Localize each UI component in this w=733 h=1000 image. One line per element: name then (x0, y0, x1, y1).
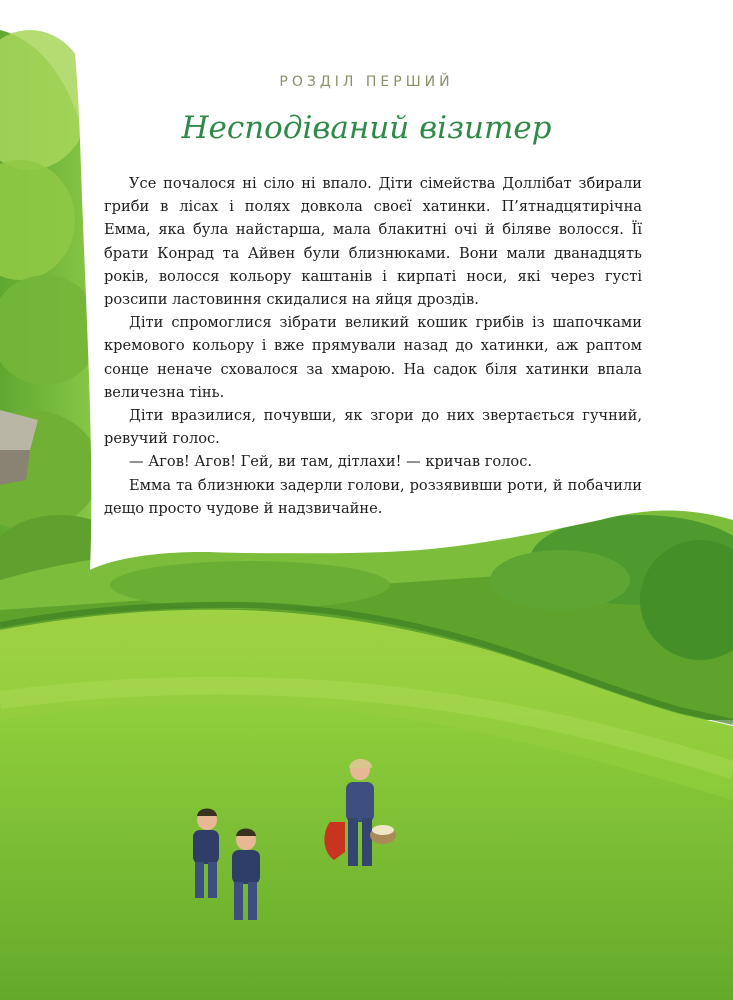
paragraph: Діти спромоглися зібрати великий кошик грибів із шапочками кремового кольору і вже прямували назад до хатинки, аж раптом сонце неначе сховалося за хмарою. На садок біля хатинки впала величезна тінь. (104, 314, 642, 401)
paragraph: — Агов! Агов! Гей, ви там, дітлахи! — кричав голос. (129, 453, 533, 471)
paragraph: Усе почалося ні сіло ні впало. Діти сімейства Доллібат збирали гриби в лісах і полях довкола своєї хатинки. П’ятнадцятирічна Емма, яка була найстарша, мала блакитні очі й біляве волосся. Її брати Конрад та Айвен були близнюками. Вони мали дванадцять років, волосся кольору каштанів і кирпаті носи, які через густі розсипи ластовиння скидалися на яйця дроздів. (104, 175, 642, 309)
chapter-title: Несподіваний візитер (181, 110, 552, 146)
paragraph: Діти вразилися, почувши, як згори до них звертається гучний, ревучий голос. (104, 407, 642, 448)
paragraph: Емма та близнюки задерли голови, роззявивши роти, й побачили дещо просто чудове й надзвичайне. (104, 476, 642, 517)
chapter-body (104, 172, 642, 520)
chapter-label: РОЗДІЛ ПЕРШИЙ (279, 74, 454, 90)
